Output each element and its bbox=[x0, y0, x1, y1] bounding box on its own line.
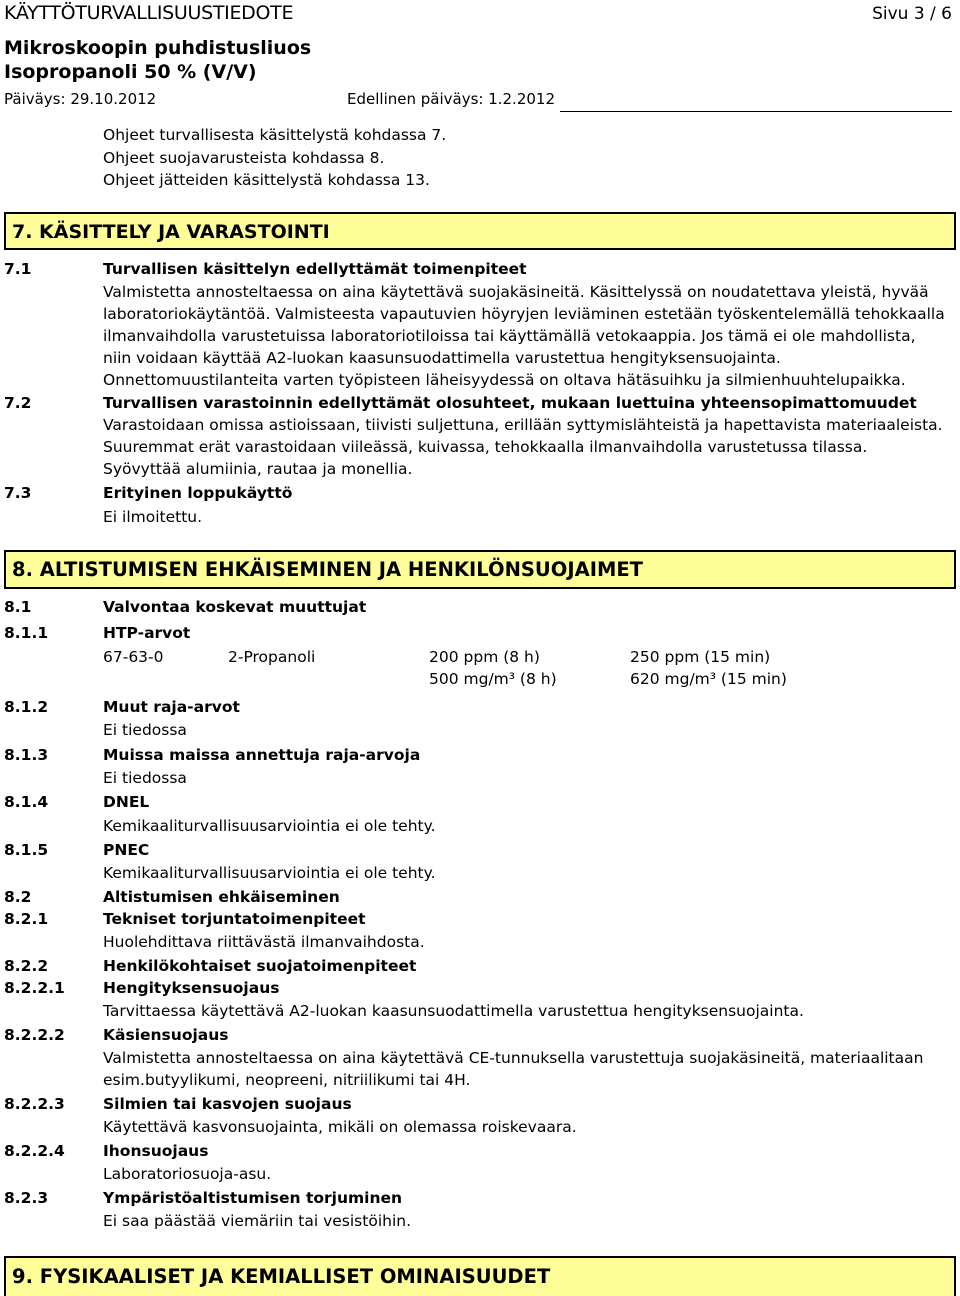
section-title: Turvallisen käsittelyn edellyttämät toimenpiteet bbox=[103, 260, 527, 278]
section-text: Ei saa päästää viemäriin tai vesistöihin. bbox=[103, 1212, 412, 1230]
section-8-heading: 8. ALTISTUMISEN EHKÄISEMINEN JA HENKILÖNSUOJAIMET bbox=[4, 550, 956, 589]
section-title: Henkilökohtaiset suojatoimenpiteet bbox=[103, 957, 417, 975]
section-number: 8.2.2 bbox=[4, 957, 49, 975]
section-title: Muut raja-arvot bbox=[103, 698, 240, 716]
section-number: 8.2.2.1 bbox=[4, 979, 65, 997]
section-7-heading: 7. KÄSITTELY JA VARASTOINTI bbox=[4, 212, 956, 250]
section-number: 8.2.2.4 bbox=[4, 1142, 65, 1160]
section-text: Ei tiedossa bbox=[103, 721, 187, 739]
section-text: Kemikaaliturvallisuusarviointia ei ole tehty. bbox=[103, 864, 436, 882]
htp-table-row bbox=[0, 646, 960, 692]
section-title: Ympäristöaltistumisen torjuminen bbox=[103, 1189, 403, 1207]
header-divider bbox=[560, 111, 952, 112]
section-number: 8.2 bbox=[4, 888, 32, 906]
section-title: Käsiensuojaus bbox=[103, 1026, 229, 1044]
section-text: Ei tiedossa bbox=[103, 769, 187, 787]
intro-line: Ohjeet turvallisesta käsittelystä kohdassa 7. bbox=[103, 126, 447, 144]
section-text: Käytettävä kasvonsuojainta, mikäli on olemassa roiskevaara. bbox=[103, 1118, 577, 1136]
section-text: Kemikaaliturvallisuusarviointia ei ole tehty. bbox=[103, 817, 436, 835]
section-number: 8.1.1 bbox=[4, 624, 49, 642]
previous-date: Edellinen päiväys: 1.2.2012 bbox=[347, 90, 556, 108]
limit-15min bbox=[630, 646, 787, 690]
limit-8h bbox=[429, 646, 557, 690]
page-number: Sivu 3 / 6 bbox=[872, 4, 952, 24]
product-name: Mikroskoopin puhdistusliuos bbox=[4, 37, 312, 59]
section-title: Muissa maissa annettuja raja-arvoja bbox=[103, 746, 421, 764]
section-title: Altistumisen ehkäiseminen bbox=[103, 888, 340, 906]
section-number: 8.1.4 bbox=[4, 793, 49, 811]
section-text: Huolehdittava riittävästä ilmanvaihdosta. bbox=[103, 933, 425, 951]
product-name-line2: Isopropanoli 50 % (V/V) bbox=[4, 61, 257, 83]
section-title: Erityinen loppukäyttö bbox=[103, 484, 293, 502]
section-number: 8.2.1 bbox=[4, 910, 49, 928]
section-text: Ei ilmoitettu. bbox=[103, 508, 203, 526]
section-title: PNEC bbox=[103, 841, 150, 859]
section-number: 8.1 bbox=[4, 598, 32, 616]
section-9-heading: 9. FYSIKAALISET JA KEMIALLISET OMINAISUUDET bbox=[4, 1256, 956, 1296]
intro-notes bbox=[103, 124, 446, 192]
section-title: DNEL bbox=[103, 793, 150, 811]
section-title: Silmien tai kasvojen suojaus bbox=[103, 1095, 352, 1113]
section-number: 8.2.2.2 bbox=[4, 1026, 65, 1044]
section-number: 7.3 bbox=[4, 484, 32, 502]
section-number: 7.1 bbox=[4, 260, 32, 278]
limit-8h-ppm: 200 ppm (8 h) bbox=[429, 648, 540, 666]
section-text: Valmistetta annosteltaessa on aina käytettävä CE-tunnuksella varustettuja suojakäsineitä, materiaalitaan esim.butyylikumi, neopreeni, nitriilikumi tai 4H. bbox=[103, 1049, 924, 1089]
section-title: Valvontaa koskevat muuttujat bbox=[103, 598, 367, 616]
limit-15min-mg: 620 mg/m³ (15 min) bbox=[630, 670, 787, 688]
section-title: Tekniset torjuntatoimenpiteet bbox=[103, 910, 366, 928]
section-title: Hengityksensuojaus bbox=[103, 979, 280, 997]
section-number: 7.2 bbox=[4, 394, 32, 412]
intro-line: Ohjeet jätteiden käsittelystä kohdassa 13. bbox=[103, 171, 430, 189]
limit-8h-mg: 500 mg/m³ (8 h) bbox=[429, 670, 557, 688]
substance-name: 2-Propanoli bbox=[228, 648, 316, 666]
section-number: 8.2.2.3 bbox=[4, 1095, 65, 1113]
section-number: 8.1.2 bbox=[4, 698, 49, 716]
section-title: Turvallisen varastoinnin edellyttämät olosuhteet, mukaan luettuina yhteensopimattomuudet bbox=[103, 394, 917, 412]
section-title: HTP-arvot bbox=[103, 624, 191, 642]
section-text: Tarvittaessa käytettävä A2-luokan kaasunsuodattimella varustettua hengityksensuojainta. bbox=[103, 1002, 804, 1020]
document-title: KÄYTTÖTURVALLISUUSTIEDOTE bbox=[4, 2, 294, 24]
limit-15min-ppm: 250 ppm (15 min) bbox=[630, 648, 771, 666]
intro-line: Ohjeet suojavarusteista kohdassa 8. bbox=[103, 148, 385, 167]
section-text: Laboratoriosuoja-asu. bbox=[103, 1165, 272, 1183]
issue-date: Päiväys: 29.10.2012 bbox=[4, 90, 157, 108]
section-text: Valmistetta annosteltaessa on aina käytettävä suojakäsineitä. Käsittelyssä on noudatettava yleistä, hyvää laboratoriokäytäntöä. Valmisteesta vapautuvien höyryjen leviäminen estetään työskentelemällä tehokkaalla ilmanvaihdolla varustetuissa laboratoriotiloissa tai käyttämällä vetokaappia. Jos tämä ei ole mahdollista, niin voidaan käyttää A2-luokan kaasunsuodattimella varustettua hengityksensuojainta. Onnettomuustilanteita varten työpisteen läheisyydessä on oltava hätäsuihku ja silmienhuuhtelupaikka. bbox=[103, 283, 945, 389]
section-number: 8.2.3 bbox=[4, 1189, 49, 1207]
cas-number: 67-63-0 bbox=[103, 648, 164, 666]
section-text: Varastoidaan omissa astioissaan, tiivisti suljettuna, erillään syttymislähteistä ja hapettavista materiaaleista. Suuremmat erät varastoidaan viileässä, kuivassa, tehokkaalla ilmanvaihdolla varustetussa tilassa. Syövyttää alumiinia, rautaa ja monellia. bbox=[103, 416, 943, 478]
section-number: 8.1.5 bbox=[4, 841, 49, 859]
section-number: 8.1.3 bbox=[4, 746, 49, 764]
section-title: Ihonsuojaus bbox=[103, 1142, 209, 1160]
